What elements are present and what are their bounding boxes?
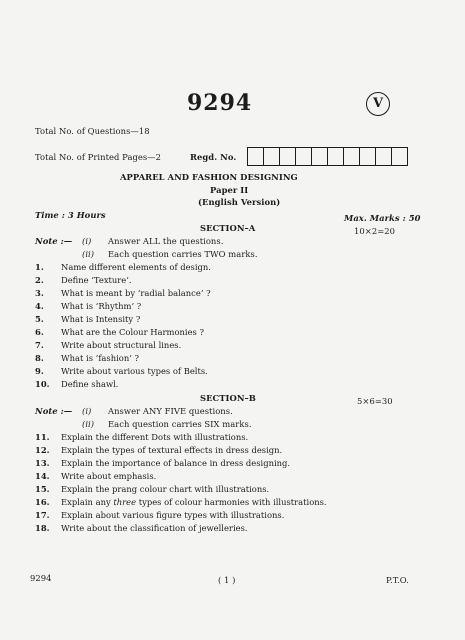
version-badge: V — [366, 92, 390, 116]
footer-paper-code: 9294 — [30, 573, 52, 583]
page-number: ( 1 ) — [218, 575, 236, 585]
max-marks: Max. Marks : 50 — [344, 213, 421, 223]
question-item: 6. What are the Colour Harmonies ? — [35, 327, 205, 337]
time-allowed: Time : 3 Hours — [35, 210, 106, 220]
question-item: 10. Define shawl. — [35, 379, 119, 389]
question-item: 5. What is Intensity ? — [35, 314, 141, 324]
question-item: 17. Explain about various figure types with illustrations. — [35, 510, 285, 520]
regd-box-cell — [327, 147, 344, 166]
question-item: 3. What is meant by ‘radial balance’ ? — [35, 288, 211, 298]
pto-label: P.T.O. — [386, 575, 409, 585]
question-item: 9. Write about various types of Belts. — [35, 366, 208, 376]
paper-number: Paper II — [210, 185, 249, 195]
regd-no-label: Regd. No. — [190, 152, 237, 162]
regd-box-cell — [311, 147, 328, 166]
total-printed-pages: Total No. of Printed Pages—2 — [35, 152, 162, 162]
section-a-note-2-num: (ii) — [82, 249, 95, 259]
regd-box-cell — [343, 147, 360, 166]
section-b-note-1: Answer ANY FIVE questions. — [108, 406, 233, 416]
regd-box-cell — [295, 147, 312, 166]
subject-title: APPAREL AND FASHION DESIGNING — [120, 172, 298, 182]
question-item: 11. Explain the different Dots with illustrations. — [35, 432, 249, 442]
section-b-heading: SECTION–B — [200, 393, 256, 403]
section-a-marks: 10×2=20 — [354, 226, 396, 236]
total-questions: Total No. of Questions—18 — [35, 126, 150, 136]
version-label: (English Version) — [198, 197, 281, 207]
regd-box-cell — [263, 147, 280, 166]
question-item: 8. What is ‘fashion’ ? — [35, 353, 140, 363]
question-item: 14. Write about emphasis. — [35, 471, 157, 481]
regd-box-cell — [359, 147, 376, 166]
regd-no-boxes — [248, 147, 408, 166]
regd-box-cell — [375, 147, 392, 166]
question-item: 4. What is ‘Rhythm’ ? — [35, 301, 142, 311]
section-b-note-label: Note :— — [35, 406, 73, 416]
section-a-note-1: Answer ALL the questions. — [108, 236, 224, 246]
question-item: 7. Write about structural lines. — [35, 340, 182, 350]
section-b-note-2-num: (ii) — [82, 419, 95, 429]
section-a-note-1-num: (i) — [82, 236, 92, 246]
question-item: 12. Explain the types of textural effects in dress design. — [35, 445, 283, 455]
section-a-note-2: Each question carries TWO marks. — [108, 249, 258, 259]
regd-box-cell — [279, 147, 296, 166]
section-a-heading: SECTION–A — [200, 223, 256, 233]
regd-box-cell — [391, 147, 408, 166]
question-item: 2. Define ‘Texture’. — [35, 275, 132, 285]
question-item: 18. Write about the classification of jewelleries. — [35, 523, 248, 533]
section-b-note-2: Each question carries SIX marks. — [108, 419, 252, 429]
question-item: 16. Explain any three types of colour harmonies with illustrations. — [35, 497, 327, 507]
paper-code: 9294 — [187, 90, 253, 116]
regd-box-cell — [247, 147, 264, 166]
question-item: 13. Explain the importance of balance in dress designing. — [35, 458, 291, 468]
question-item: 15. Explain the prang colour chart with illustrations. — [35, 484, 270, 494]
section-b-marks: 5×6=30 — [357, 396, 393, 406]
section-a-note-label: Note :— — [35, 236, 73, 246]
section-b-note-1-num: (i) — [82, 406, 92, 416]
question-item: 1. Name different elements of design. — [35, 262, 211, 272]
